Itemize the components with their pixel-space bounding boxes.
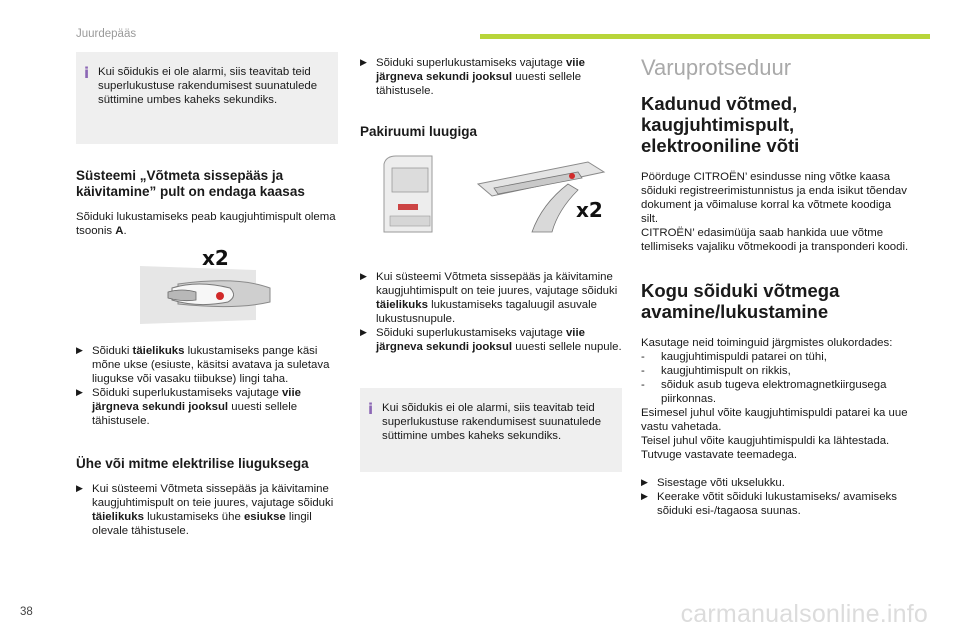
page-number: 38 (20, 606, 33, 618)
paragraph-lost-keys: Pöörduge CITROËN’ esindusse ning võtke kaasa sõiduki registreerimistunnistus ja enda isikut tõendav dokument ja võimaluse korral ka võtmete koodiga silt. (641, 171, 907, 225)
bullet-full-lock (76, 344, 338, 386)
header-accent-bar (480, 34, 930, 39)
bullet-marker: ▶︎ (641, 478, 648, 488)
bullet-text-end: lukustamiseks tagaluugil asuvale lukustusnupule. (376, 299, 597, 325)
dash-marker: - (641, 379, 645, 391)
section-title-backup: Varuprotseduur (641, 55, 792, 80)
bullet-marker: ▶︎ (360, 328, 367, 338)
door-handle-image (138, 262, 280, 326)
bullet-bold: viie järgneva sekundi jooksul (376, 57, 585, 83)
heading-sliding-doors: Ühe või mitme elektrilise liuguksega (76, 456, 309, 471)
tailgate-illustration (382, 154, 612, 234)
bullet-marker: ▶︎ (76, 484, 83, 494)
bullet-text: Sõiduki superlukustamiseks vajutage (92, 387, 282, 399)
bullet-bold: täielikuks (376, 299, 428, 311)
bullet-marker: ▶︎ (76, 388, 83, 398)
bullet-text: Sõiduki superlukustamiseks vajutage (376, 57, 566, 69)
bullet-bold: esiukse (243, 511, 286, 523)
watermark: carmanualsonline.info (680, 600, 928, 628)
tailgate-image (382, 154, 612, 234)
heading-keyless-system: Süsteemi „Võtmeta sissepääs ja käivitamine” pult on endaga kaasas (76, 168, 305, 199)
paragraph-dealer-codes: CITROËN’ edasimüüja saab hankida uue võtme tellimiseks vajaliku võtmekoodi ja transponderi koodi. (641, 227, 909, 253)
heading-lost-keys: Kadunud võtmed, kaugjuhtimispult, elektrooniline võti (641, 93, 800, 156)
bullet-text-end: uuesti sellele tähistusele. (376, 71, 582, 97)
list-item-text: sõiduk asub tugeva elektromagnetkiirgusega piirkonnas. (661, 379, 887, 405)
bullet-text: Sõiduki superlukustamiseks vajutage (376, 327, 566, 339)
bullet-text: Keerake võtit sõiduki lukustamiseks/ avamiseks sõiduki esi-/tagaosa suunas. (657, 491, 897, 517)
paragraph-battery: Esimesel juhul võite kaugjuhtimispuldi patarei ka uue vastu vahetada. (641, 407, 908, 433)
dash-marker: - (641, 351, 645, 363)
bullet-marker: ▶︎ (360, 58, 367, 68)
paragraph-situations: Kasutage neid toiminguid järgmistes olukordades: (641, 337, 893, 349)
list-item-text: kaugjuhtimispult on rikkis, (661, 365, 791, 377)
intro-text: Sõiduki lukustamiseks peab kaugjuhtimispult olema tsoonis (76, 211, 336, 237)
list-item (641, 378, 911, 406)
section-header: Juurdepääs (76, 28, 137, 40)
bullet-text: Kui süsteemi Võtmeta sissepääs ja käivitamine kaugjuhtimispult on teie juures, vajutage sõiduki (92, 483, 334, 509)
intro-zone: A (115, 225, 124, 237)
bullet-text: Kui süsteemi Võtmeta sissepääs ja käivitamine kaugjuhtimispult on teie juures, vajutage sõiduki (376, 271, 618, 297)
bullet-marker: ▶︎ (641, 492, 648, 502)
paragraph-intro (76, 210, 338, 238)
heading-key-lock: Kogu sõiduki võtmega avamine/lukustamine (641, 280, 840, 322)
bullet-tailgate-lock (360, 270, 622, 326)
info-icon: i (368, 400, 374, 418)
list-item-text: kaugjuhtimispuldi patarei on tühi, (661, 351, 827, 363)
list-item (641, 364, 911, 378)
intro-end: . (123, 225, 127, 237)
bullet-bold: täielikuks (92, 511, 144, 523)
bullet-text-end: lukustamiseks pange käsi mõne ukse (esiuste, käsitsi avatava ja suletava liugukse või vasaku tiibukse) lingi taha. (92, 345, 330, 385)
bullet-text-end: uuesti sellele nupule. (512, 341, 622, 353)
column-middle (360, 52, 622, 472)
figure-x2-label: x2 (576, 198, 603, 222)
info-note (360, 388, 622, 472)
bullet-text-end: lingil olevale tähistusele. (92, 511, 312, 537)
bullet-bold: viie järgneva sekundi jooksul (376, 327, 585, 353)
bullet-insert-key (641, 476, 911, 490)
bullet-turn-key (641, 490, 911, 518)
info-note (76, 52, 338, 144)
bullet-marker: ▶︎ (360, 272, 367, 282)
info-note-text: Kui sõidukis ei ole alarmi, siis teavitab teid superlukustuse rakendumisest suunatulede süttimine umbes kaheks sekundiks. (98, 66, 318, 106)
info-note-text: Kui sõidukis ei ole alarmi, siis teavitab teid superlukustuse rakendumisest suunatulede süttimine umbes kaheks sekundiks. (382, 402, 602, 442)
list-item (641, 350, 911, 364)
paragraph-see-topics: Tutvuge vastavate teemadega. (641, 449, 797, 461)
bullet-text: Sõiduki (92, 345, 133, 357)
paragraph-reset: Teisel juhul võite kaugjuhtimispuldi ka lähtestada. (641, 435, 890, 447)
bullet-sliding-door (76, 482, 338, 538)
bullet-bold: täielikuks (132, 345, 185, 357)
bullet-superlock (76, 386, 338, 428)
info-icon: i (84, 64, 90, 82)
bullet-text: Sisestage võti ukselukku. (657, 477, 785, 489)
heading-tailgate: Pakiruumi luugiga (360, 124, 478, 139)
dash-marker: - (641, 365, 645, 377)
bullet-superlock-top (360, 56, 622, 98)
bullet-bold: viie järgneva sekundi jooksul (92, 387, 301, 413)
bullet-tailgate-superlock (360, 326, 622, 354)
figure-x2-label: x2 (202, 246, 229, 270)
column-left (76, 52, 338, 538)
bullet-text-end: uuesti sellele tähistusele. (92, 401, 298, 427)
bullet-text-mid: lukustamiseks ühe (143, 511, 244, 523)
door-handle-illustration (138, 246, 280, 326)
bullet-marker: ▶︎ (76, 346, 83, 356)
column-right (641, 52, 911, 518)
